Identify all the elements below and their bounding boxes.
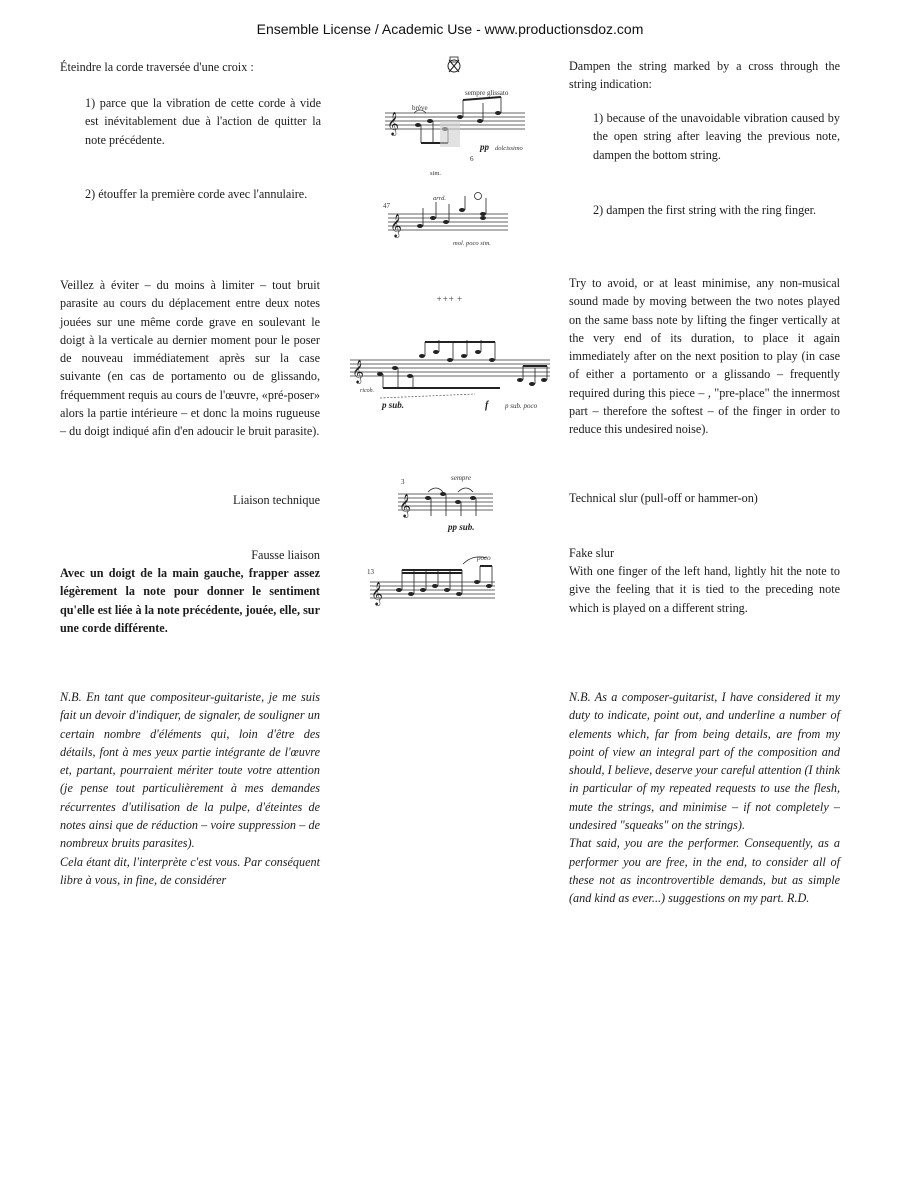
string-cross-icon [448,57,460,72]
en-nb-paragraph-2: That said, you are the performer. Consequently, as a performer you are free, in the end, to consider all of these not as incontrovertible demands, but as simple (and kind as ever...) suggestions on my part. R.D. [569,836,840,906]
en-nb-paragraph-1: N.B. As a composer-guitarist, I have considered it my duty to indicate, point out, and underline a number of elements which, far from being details, are from my point of view an integral part of the composition and should, I believe, deserve your careful attention (I think in particular of my repeated requests to use the flesh, mute the strings, and minimise – if not completely – undesired "squeaks" on the strings). [569,690,840,833]
svg-text:𝄞: 𝄞 [387,113,399,135]
mark-measure-47: 47 [383,202,390,210]
en-dampen-item-2: 2) dampen the first string with the ring finger. [593,203,817,217]
mark-sim: sim. [430,170,442,177]
fr-nb-paragraph-1: N.B. En tant que compositeur-guitariste, je me suis fait un devoir d'indiquer, de signaler, de souligner un certain nombre d'éléments qui, loin d'être des détails, font à mes yeux partie intégrante de l'œuvre et, partant, pourraient mériter toute votre attention (je pense tout particulièrement à mes demandes récurrentes d'utilisation de la pulpe, d'éteintes de notes ainsi que de réduction – voire suppression – de nombreux bruits parasites). [60,690,320,851]
music-example-dampen-2 [378,190,548,250]
mark-ricoh: ricoh. [360,388,375,394]
en-dampen-item-1: 1) because of the unavoidable vibration caused by the open string after leaving the previous note, dampen the bottom string. [593,111,840,162]
mark-forte: f [485,400,489,411]
mark-pp: pp [480,142,489,152]
svg-text:𝄞: 𝄞 [390,215,402,237]
music-example-noise [340,290,560,430]
fr-fake-text: Avec un doigt de la main gauche, frapper assez légèrement la note pour donner le sentiment qu'elle est liée à la note précédente, jouée, elle, sur une corde différente. [60,566,320,635]
mark-breve: brève [412,104,428,112]
fr-fake-title: Fausse liaison [251,548,320,562]
mark-pp-sub: pp sub. [448,522,475,532]
svg-text:𝄞: 𝄞 [371,583,383,605]
mark-mol-poco-sim: mol. poco sim. [453,240,491,247]
mark-six: 6 [470,155,474,163]
fr-dampen-item-1: 1) parce que la vibration de cette corde à vide est inévitablement due à l'action de quitter la note précédente. [85,96,321,147]
music-example-slur [393,470,503,540]
svg-text:𝄞: 𝄞 [352,361,364,383]
mark-triplet: 3 [401,478,405,486]
en-fake-title: Fake slur [569,546,615,560]
en-nb-block [569,688,840,908]
mark-arrd: arrd. [433,195,446,202]
mark-dolcissimo: dolcissimo [495,145,523,152]
fr-dampen-item-2: 2) étouffer la première corde avec l'annulaire. [85,187,308,201]
en-noise-text: Try to avoid, or at least minimise, any non-musical sound made by moving between the two notes played on the same bass note by lifting the finger vertically at the very end of its duration, to place it again immediately after on the next position to play (in case of either a portamento or a glissando – frequently required during this piece – , "pre-place" the innermost part – therefore the softest – of the finger in order to reduce this undesired noise). [569,276,840,437]
fr-nb-block [60,688,320,889]
mark-poco: poco [477,554,491,562]
fr-dampen-title: Éteindre la corde traversée d'une croix : [60,60,254,74]
mark-sempre-glissato: sempre glissato [465,89,509,97]
fr-slur-label: Liaison technique [233,493,320,507]
mark-p-sub: p sub. [382,400,405,410]
svg-text:𝄞: 𝄞 [399,495,411,517]
license-header: Ensemble License / Academic Use - www.productionsdoz.com [256,21,644,37]
en-fake-text: With one finger of the left hand, lightly hit the note to give the feeling that it is tied to the preceding note which is played on a different string. [569,564,840,615]
fr-noise-text: Veillez à éviter – du moins à limiter – tout bruit parasite au cours du déplacement entre deux notes jouées sur une même corde grave en soulevant le doigt à la verticale au dernier moment pour le poser de nouveau immédiatement après sur la case suivante (en cas de portamento ou de glissando, fréquemment requis au cours de l'œuvre, «pré-poser» alors la partie intérieure – et donc la moins rugueuse – du doigt indiqué afin d'en adoucir le bruit parasite). [60,278,320,439]
music-example-dampen-1 [370,55,540,175]
en-slur-label: Technical slur (pull-off or hammer-on) [569,491,758,505]
en-dampen-title: Dampen the string marked by a cross through the string indication: [569,59,840,92]
mark-p-sub-poco: p sub. poco [505,402,538,410]
svg-text:+++ +: +++ + [436,294,463,304]
mark-measure-13: 13 [367,568,374,576]
fr-nb-paragraph-2: Cela étant dit, l'interprète c'est vous. Par conséquent libre à vous, in fine, de considérer [60,854,320,887]
mark-sempre: sempre [451,474,471,482]
music-example-fake-slur [365,552,505,612]
